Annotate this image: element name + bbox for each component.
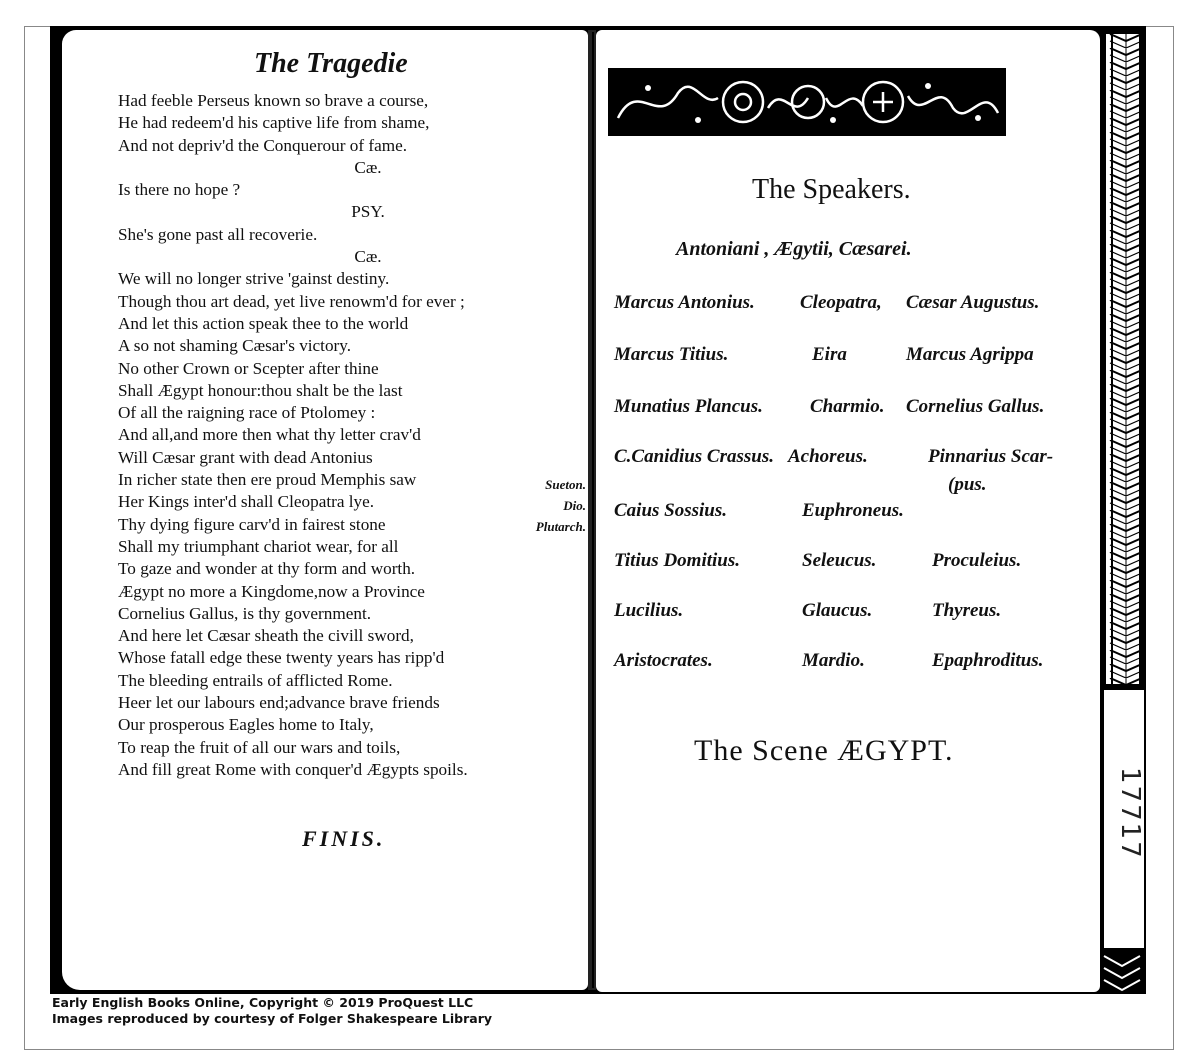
speaker-name: Marcus Titius. <box>614 344 729 365</box>
speaker-name: Epaphroditus. <box>932 650 1044 671</box>
verse-line: Shall my triumphant chariot wear, for all <box>118 536 399 556</box>
speaker-name: Mardio. <box>802 650 865 671</box>
speaker-name: Euphroneus. <box>802 500 904 521</box>
verse-line: Whose fatall edge these twenty years has ripp'd <box>118 648 445 668</box>
verse-line: Of all the raigning race of Ptolomey : <box>118 403 376 423</box>
verse-line: No other Crown or Scepter after thine <box>118 358 379 378</box>
verse-line: Cornelius Gallus, is thy government. <box>118 603 372 623</box>
speaker-name: Caius Sossius. <box>614 500 728 521</box>
speaker-name: Glaucus. <box>802 600 873 621</box>
speaker-name: Eira <box>812 344 847 365</box>
speaker-name: Cleopatra, <box>800 292 882 313</box>
verse-line: And not depriv'd the Conquerour of fame. <box>118 135 408 155</box>
verse-line: Thy dying figure carv'd in fairest stone <box>118 514 386 534</box>
verse-line: A so not shaming Cæsar's victory. <box>118 336 352 356</box>
verse-line: And all,and more then what thy letter crav'd <box>118 425 421 445</box>
verse-block <box>118 90 578 781</box>
speaker-name: (pus. <box>948 474 987 495</box>
verse-line: In richer state then ere proud Memphis saw <box>118 470 417 490</box>
speaker-name: Pinnarius Scar- <box>928 446 1054 467</box>
speaker-name: C.Canidius Crassus. <box>614 446 774 467</box>
headpiece-ornament <box>608 68 1006 136</box>
margin-notes <box>516 474 586 537</box>
verse-line: The bleeding entrails of afflicted Rome. <box>118 670 393 690</box>
speaker-label: Cæ. <box>354 247 382 267</box>
left-page-title: The Tragedie <box>254 48 408 79</box>
scene-heading: The Scene ÆGYPT. <box>694 734 954 767</box>
verse-line: Will Cæsar grant with dead Antonius <box>118 447 373 467</box>
verse-line: Ægypt no more a Kingdome,now a Province <box>118 581 425 601</box>
verse-line: To gaze and wonder at thy form and worth. <box>118 559 416 579</box>
verse-line: And let this action speak thee to the world <box>118 313 409 333</box>
speaker-name: Titius Domitius. <box>614 550 740 571</box>
verse-line: Heer let our labours end;advance brave friends <box>118 693 440 713</box>
finis-text: FINIS. <box>302 826 386 851</box>
verse-line: She's gone past all recoverie. <box>118 224 318 244</box>
verse-line: Her Kings inter'd shall Cleopatra lye. <box>118 492 375 512</box>
courtesy-line: Images reproduced by courtesy of Folger Shakespeare Library <box>52 1011 493 1026</box>
speaker-name: Charmio. <box>810 396 885 417</box>
speaker-label: PSY. <box>351 202 385 222</box>
verse-line: And fill great Rome with conquer'd Ægypts spoils. <box>118 759 468 779</box>
verse-line: Our prosperous Eagles home to Italy, <box>118 715 374 735</box>
margin-note: Dio. <box>563 498 586 513</box>
scan-edge <box>1140 30 1146 690</box>
speaker-name: Munatius Plancus. <box>614 396 763 417</box>
verse-line: Had feeble Perseus known so brave a course, <box>118 91 429 110</box>
speaker-name: Aristocrates. <box>614 650 713 671</box>
speaker-groups: Antoniani , Ægytii, Cæsarei. <box>676 238 912 260</box>
spine-line <box>592 32 594 988</box>
copyright-line: Early English Books Online, Copyright © 2019 ProQuest LLC <box>52 995 474 1010</box>
margin-note: Plutarch. <box>535 519 586 534</box>
speaker-name: Thyreus. <box>932 600 1002 621</box>
speaker-name: Seleucus. <box>802 550 877 571</box>
speaker-name: Proculeius. <box>932 550 1022 571</box>
verse-line: And here let Cæsar sheath the civill sword, <box>118 626 414 646</box>
speaker-name: Lucilius. <box>614 600 684 621</box>
verse-line: Shall Ægypt honour:thou shalt be the last <box>118 380 403 400</box>
copyright-footer <box>52 995 492 1027</box>
margin-note: Sueton. <box>545 477 586 492</box>
verse-line: He had redeem'd his captive life from shame, <box>118 113 430 133</box>
speakers-title: The Speakers. <box>752 174 911 205</box>
catalog-number: 17717 <box>1115 767 1145 860</box>
speaker-name: Cæsar Augustus. <box>906 292 1040 313</box>
speaker-name: Achoreus. <box>788 446 868 467</box>
speaker-name: Cornelius Gallus. <box>906 396 1045 417</box>
decorative-border-fragment <box>1100 950 1144 994</box>
verse-line: We will no longer strive 'gainst destiny. <box>118 269 390 289</box>
speaker-label: Cæ. <box>354 157 382 177</box>
verse-line: To reap the fruit of all our wars and toils, <box>118 737 401 757</box>
verse-line: Though thou art dead, yet live renowm'd for ever ; <box>118 291 465 311</box>
speaker-name: Marcus Agrippa <box>906 344 1034 365</box>
speaker-name: Marcus Antonius. <box>614 292 755 313</box>
verse-line: Is there no hope ? <box>118 180 241 200</box>
